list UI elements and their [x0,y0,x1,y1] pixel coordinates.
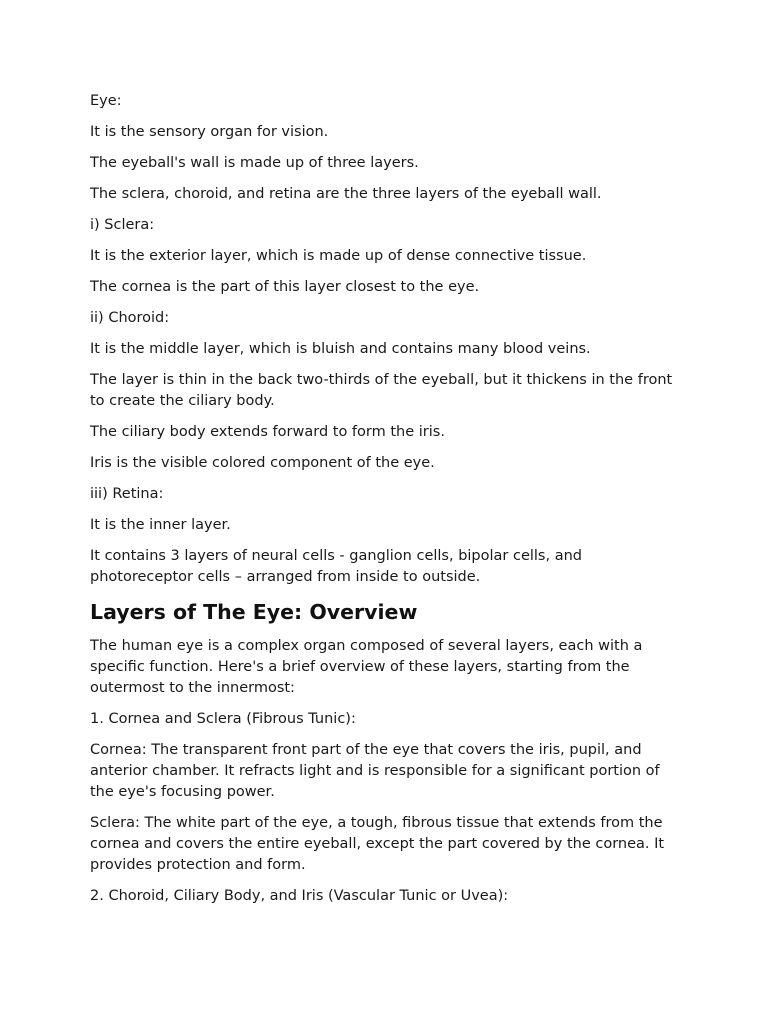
document-body [90,91,680,917]
paragraph: It is the exterior layer, which is made up of dense connective tissue. [90,248,587,264]
paragraph: The layer is thin in the back two-thirds of the eyeball, but it thickens in the front to create the ciliary body. [90,372,673,409]
paragraph: The eyeball's wall is made up of three layers. [90,155,419,171]
paragraph: The sclera, choroid, and retina are the three layers of the eyeball wall. [90,186,602,202]
paragraph: It is the inner layer. [90,517,231,533]
section-label-sclera: i) Sclera: [90,217,155,233]
paragraph: The cornea is the part of this layer closest to the eye. [90,279,480,295]
paragraph: The ciliary body extends forward to form the iris. [90,424,445,440]
paragraph: It is the sensory organ for vision. [90,124,329,140]
paragraph: It contains 3 layers of neural cells - ganglion cells, bipolar cells, and photoreceptor cells – arranged from inside to outside. [90,548,582,585]
paragraph: It is the middle layer, which is bluish and contains many blood veins. [90,341,591,357]
paragraph: Sclera: The white part of the eye, a tough, fibrous tissue that extends from the cornea and covers the entire eyeball, except the part covered by the cornea. It provides protection and form. [90,815,665,873]
paragraph: The human eye is a complex organ composed of several layers, each with a specific function. Here's a brief overview of these layers, starting from the outermost to the innermost: [90,638,643,696]
list-item-heading: 1. Cornea and Sclera (Fibrous Tunic): [90,711,356,727]
section-label-retina: iii) Retina: [90,486,164,502]
section-heading: Layers of The Eye: Overview [90,600,418,624]
section-label-eye: Eye: [90,93,122,109]
section-label-choroid: ii) Choroid: [90,310,170,326]
list-item-heading: 2. Choroid, Ciliary Body, and Iris (Vascular Tunic or Uvea): [90,888,509,904]
paragraph: Iris is the visible colored component of the eye. [90,455,435,471]
paragraph: Cornea: The transparent front part of the eye that covers the iris, pupil, and anterior chamber. It refracts light and is responsible for a significant portion of the eye's focusing power. [90,742,660,800]
